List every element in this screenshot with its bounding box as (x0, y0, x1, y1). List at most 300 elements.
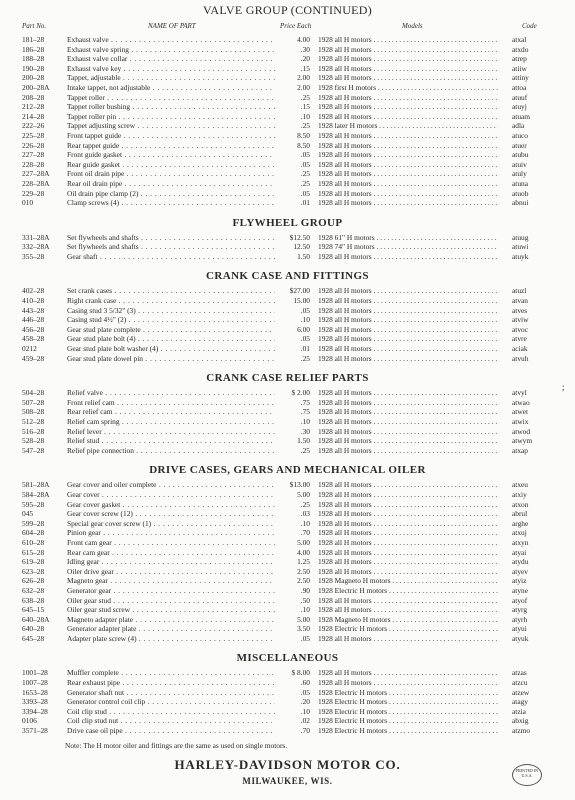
part-name: Tappet adjusting screw . . . (67, 121, 275, 131)
table-row (0, 325, 575, 335)
models: 1928 Electric H motors . . . (318, 688, 498, 698)
price: $ 2.00 (291, 388, 310, 398)
models: 1928 all H motors . . . (318, 480, 498, 490)
table-row (0, 189, 575, 199)
price: .10 (300, 605, 310, 615)
table-row (0, 538, 575, 548)
part-name: Front cam gear . . . (67, 538, 275, 548)
part-name: Oiler drive gear . . . (67, 567, 275, 577)
code-word: atvre (512, 334, 527, 344)
price: .20 (300, 697, 310, 707)
parts-table (0, 286, 575, 363)
code-word: atuwi (512, 242, 529, 252)
price: .90 (300, 585, 310, 595)
table-row (0, 296, 575, 306)
models: 1928 all H motors . . . (318, 678, 498, 688)
price: .30 (300, 44, 310, 54)
price: .02 (300, 716, 310, 726)
part-name: Coil clip stud nut . . . (67, 716, 275, 726)
part-name: Relief valve . . . (67, 388, 275, 398)
part-name: Muffler complete . . . (67, 668, 275, 678)
part-name: Rear oil drain pipe . . . (67, 179, 275, 189)
price: .10 (300, 111, 310, 121)
part-number: 640–28 (22, 624, 45, 634)
table-row (0, 398, 575, 408)
table-row (0, 334, 575, 344)
code-word: atyuk (512, 633, 529, 643)
parts-table (0, 668, 575, 735)
code-word: atvoc (512, 324, 529, 334)
table-row (0, 141, 575, 151)
part-number: 332–28A (22, 242, 50, 252)
part-name: Front relief cam . . . (67, 398, 275, 408)
code-word: atxyn (512, 537, 529, 547)
part-name: Oiler gear stud . . . (67, 596, 275, 606)
table-row (0, 596, 575, 606)
part-number: 181–28 (22, 35, 45, 44)
code-word: atagy (512, 697, 529, 707)
price: 5.00 (297, 537, 310, 547)
part-name: Adapter plate screw (4) . . . (67, 634, 275, 644)
models: 1928 all H motors . . . (318, 325, 498, 335)
price: .60 (300, 678, 310, 688)
table-row (0, 252, 575, 262)
price: 5.00 (297, 614, 310, 624)
header-price: Price Each (280, 22, 312, 30)
part-name: Relief cam spring . . . (67, 417, 275, 427)
part-number: 214–28 (22, 111, 45, 121)
price: 5.00 (297, 489, 310, 499)
code-word: atyne (512, 585, 529, 595)
part-name: Gear cover . . . (67, 490, 275, 500)
code-word: aciak (512, 344, 528, 354)
code-word: atuug (512, 232, 529, 242)
code-word: atuer (512, 140, 527, 150)
column-headers (0, 22, 575, 35)
price: .25 (300, 169, 310, 179)
price: .70 (300, 528, 310, 538)
part-name: Exhaust valve spring . . . (67, 45, 275, 55)
union-stamp: PRINTED IN U.S.A. (512, 764, 542, 786)
table-row (0, 726, 575, 736)
models: 1928 all H motors . . . (318, 102, 498, 112)
part-name: Gear cover gasket . . . (67, 500, 275, 510)
parts-table (0, 388, 575, 455)
price: 15.00 (293, 296, 310, 306)
section-heading: DRIVE CASES, GEARS AND MECHANICAL OILER (149, 464, 426, 477)
price: .05 (300, 159, 310, 169)
table-row (0, 64, 575, 74)
models: 1928 all H motors . . . (318, 45, 498, 55)
price: .10 (300, 518, 310, 528)
part-name: Gear shaft . . . (67, 252, 275, 262)
models: 1928 all H motors . . . (318, 54, 498, 64)
table-row (0, 678, 575, 688)
code-word: atrep (512, 54, 527, 64)
parts-sections (0, 35, 575, 736)
models: 1928 all H motors . . . (318, 398, 498, 408)
code-word: atyiz (512, 576, 527, 586)
code-word: atuyk (512, 251, 529, 261)
part-number: 190–28 (22, 63, 45, 73)
models: 1928 all H motors . . . (318, 189, 498, 199)
part-number: 228–28A (22, 178, 50, 188)
code-word: atwix (512, 417, 529, 426)
part-name: Tappet roller . . . (67, 93, 275, 103)
parts-table (0, 35, 575, 208)
code-word: atzew (512, 687, 530, 697)
part-name: Generator control coil clip . . . (67, 697, 275, 707)
part-name: Rear cam gear . . . (67, 548, 275, 558)
part-number: 581–28A (22, 480, 50, 490)
part-name: Front oil drain pipe . . . (67, 169, 275, 179)
models: 1928 all H motors . . . (318, 436, 498, 446)
part-number: 228–28 (22, 159, 45, 169)
price: .75 (300, 397, 310, 407)
part-name: Rear relief cam . . . (67, 407, 275, 417)
code-word: atvyl (512, 388, 527, 398)
price: .20 (300, 54, 310, 64)
models: 1928 all H motors . . . (318, 160, 498, 170)
code-word: abxig (512, 716, 529, 726)
code-word: abnui (512, 198, 529, 208)
price: .05 (300, 334, 310, 344)
table-row (0, 102, 575, 112)
part-name: Gear cover and oiler complete . . . (67, 480, 275, 490)
models: 1928 all H motors . . . (318, 315, 498, 325)
table-row (0, 112, 575, 122)
part-name: Exhaust valve key . . . (67, 64, 275, 74)
part-number: 604–28 (22, 528, 45, 538)
price: $27.00 (289, 286, 310, 296)
part-number: 584–28A (22, 489, 50, 499)
part-number: 3571–28 (22, 726, 48, 736)
models: 1928 all H motors . . . (318, 509, 498, 519)
section-heading: CRANK CASE AND FITTINGS (206, 270, 369, 283)
table-row (0, 407, 575, 417)
section-heading: MISCELLANEOUS (236, 652, 339, 665)
part-name: Relief stud . . . (67, 436, 275, 446)
table-row (0, 557, 575, 567)
code-word: atydu (512, 557, 529, 567)
part-name: Intake tappet, not adjustable . . . (67, 83, 275, 93)
part-name: Drive case oil pipe . . . (67, 726, 275, 736)
code-word: atzcu (512, 678, 528, 688)
part-name: Exhaust valve collar . . . (67, 54, 275, 64)
part-number: 331–28A (22, 232, 50, 242)
section-heading: CRANK CASE RELIEF PARTS (206, 372, 369, 385)
models: 1928 all H motors . . . (318, 668, 498, 678)
part-number: 3394–28 (22, 706, 48, 716)
models: 1928 all H motors . . . (318, 557, 498, 567)
part-number: 456–28 (22, 324, 45, 334)
part-name: Oiler gear stud screw . . . (67, 605, 275, 615)
price: $12.50 (289, 232, 310, 242)
part-name: Generator gear . . . (67, 586, 275, 596)
part-name: Idling gear . . . (67, 557, 275, 567)
part-name: Gear cover screw (12) . . . (67, 509, 275, 519)
price: 2.50 (297, 566, 310, 576)
part-name: Rear exhaust pipe . . . (67, 678, 275, 688)
part-number: 226–28 (22, 140, 45, 150)
models: 1928 Electric H motors . . . (318, 697, 498, 707)
models: 1928 all H motors . . . (318, 179, 498, 189)
table-row (0, 668, 575, 678)
code-word: atiiw (512, 63, 527, 73)
part-name: Set flywheels and shafts . . . (67, 242, 275, 252)
part-name: Oil drain pipe clamp (2) . . . (67, 189, 275, 199)
price: .25 (300, 353, 310, 363)
code-word: atwym (512, 436, 533, 446)
price: $ 8.00 (291, 668, 310, 678)
price: 2.50 (297, 576, 310, 586)
price: .15 (300, 63, 310, 73)
models: 1928 all H motors . . . (318, 198, 498, 208)
models: 1928 all H motors . . . (318, 93, 498, 103)
code-word: atuyj (512, 102, 527, 112)
models: 1928 all H motors . . . (318, 169, 498, 179)
part-name: Gear stud plate complete . . . (67, 325, 275, 335)
models: 1928 all H motors . . . (318, 344, 498, 354)
part-name: Tappet roller pin . . . (67, 112, 275, 122)
company-name: HARLEY-DAVIDSON MOTOR CO. (174, 757, 401, 772)
models: 1928 all H motors . . . (318, 35, 498, 45)
table-row (0, 716, 575, 726)
code-word: atyai (512, 547, 527, 557)
code-word: atwod (512, 426, 531, 436)
price: .05 (300, 305, 310, 315)
price: .70 (300, 726, 310, 736)
part-name: Gear stud plate bolt washer (4) . . . (67, 344, 275, 354)
part-number: 446–28 (22, 315, 45, 325)
code-word: atyrg (512, 605, 528, 615)
part-name: Generator adapter plate . . . (67, 624, 275, 634)
table-row (0, 490, 575, 500)
table-row (0, 93, 575, 103)
models: 1928 later H motors . . . (318, 121, 498, 131)
price: .75 (300, 407, 310, 417)
models: 1928 Electric H motors . . . (318, 624, 498, 634)
part-name: Set flywheels and shafts . . . (67, 233, 275, 243)
table-row (0, 634, 575, 644)
code-word: atuco (512, 130, 529, 140)
part-number: 1001–28 (22, 668, 48, 678)
part-number: 638–28 (22, 595, 45, 605)
table-row (0, 697, 575, 707)
code-word: adla (512, 121, 525, 131)
price: .25 (300, 499, 310, 509)
part-number: 458–28 (22, 334, 45, 344)
part-name: Generator shaft nut . . . (67, 688, 275, 698)
price: 6.00 (297, 324, 310, 334)
models: 1928 all H motors . . . (318, 64, 498, 74)
price: .25 (300, 445, 310, 455)
code-word: arghe (512, 518, 529, 528)
part-number: 626–28 (22, 576, 45, 586)
part-number: 512–28 (22, 417, 45, 426)
models: 1928 Magneto H motors . . . (318, 576, 498, 586)
code-word: atuna (512, 178, 529, 188)
part-name: Magneto adapter plate . . . (67, 615, 275, 625)
part-number: 632–28 (22, 585, 45, 595)
part-number: 595–28 (22, 499, 45, 509)
code-word: atwet (512, 407, 529, 417)
models: 1928 all H motors . . . (318, 417, 498, 427)
part-number: 402–28 (22, 286, 45, 296)
code-word: atxap (512, 445, 529, 455)
table-row (0, 567, 575, 577)
code-word: atyrh (512, 614, 528, 624)
price: 2.00 (297, 73, 310, 83)
part-number: 212–28 (22, 102, 45, 112)
table-row (0, 519, 575, 529)
part-number: 1007–28 (22, 678, 48, 688)
part-number: 010 (22, 198, 34, 208)
part-number: 225–28 (22, 130, 45, 140)
price: 12.50 (293, 242, 310, 252)
table-row (0, 576, 575, 586)
models: 1928 Electric H motors . . . (318, 586, 498, 596)
models: 1928 all H motors . . . (318, 73, 498, 83)
code-word: atxon (512, 499, 529, 509)
part-number: 619–28 (22, 557, 45, 567)
part-number: 208–28 (22, 92, 45, 102)
models: 1928 all H motors . . . (318, 528, 498, 538)
part-name: Rear tappet guide . . . (67, 141, 275, 151)
price: 1.50 (297, 251, 310, 261)
price: $13.00 (289, 480, 310, 490)
header-name: NAME OF PART (148, 22, 196, 30)
part-number: 188–28 (22, 54, 45, 64)
part-name: Set crank cases . . . (67, 286, 275, 296)
code-word: atuzl (512, 286, 527, 296)
models: 1928 all H motors . . . (318, 334, 498, 344)
part-name: Relief lever . . . (67, 427, 275, 437)
models: 1928 61" H motors . . . (318, 233, 498, 243)
part-number: 200–28 (22, 73, 45, 83)
table-row (0, 286, 575, 296)
code-word: atxeu (512, 480, 529, 490)
price: 4.00 (297, 547, 310, 557)
table-row (0, 83, 575, 93)
models: 1928 all H motors . . . (318, 388, 498, 398)
code-word: atxal (512, 35, 527, 44)
code-word: atves (512, 305, 528, 315)
part-number: 355–28 (22, 251, 45, 261)
part-number: 410–28 (22, 296, 45, 306)
models: 1928 first H motors . . . (318, 83, 498, 93)
code-word: atuly (512, 169, 527, 179)
oiler-note: Note: The H motor oiler and fittings are the same as used on single motors. (65, 740, 288, 750)
price: .10 (300, 315, 310, 325)
price: .15 (300, 102, 310, 112)
part-name: Gear stud plate dowel pin . . . (67, 354, 275, 364)
part-number: 507–28 (22, 397, 45, 407)
part-number: 459–28 (22, 353, 45, 363)
models: 1928 Electric H motors . . . (318, 716, 498, 726)
part-number: 3393–28 (22, 697, 48, 707)
header-part-no: Part No. (22, 22, 47, 30)
code-word: atxiy (512, 489, 527, 499)
part-number: 504–28 (22, 388, 45, 398)
code-word: atwao (512, 397, 530, 407)
price: .25 (300, 121, 310, 131)
part-name: Casing stud 4½" (2) . . . (67, 315, 275, 325)
models: 1928 all H motors . . . (318, 427, 498, 437)
part-name: Clamp screws (4) . . . (67, 198, 275, 208)
code-word: atviw (512, 315, 529, 325)
models: 1928 all H motors . . . (318, 500, 498, 510)
part-name: Gear stud plate bolt (4) . . . (67, 334, 275, 344)
models: 1928 all H motors . . . (318, 131, 498, 141)
code-word: atvuh (512, 353, 529, 363)
part-number: 1653–28 (22, 687, 48, 697)
section-heading: FLYWHEEL GROUP (232, 216, 343, 229)
table-row (0, 707, 575, 717)
table-row (0, 121, 575, 131)
part-number: 186–28 (22, 44, 45, 54)
table-row (0, 54, 575, 64)
models: 1928 all H motors . . . (318, 306, 498, 316)
models: 1928 Magneto H motors . . . (318, 615, 498, 625)
part-name: Casing stud 3 5/32" (3) . . . (67, 306, 275, 316)
price: .05 (300, 188, 310, 198)
models: 1928 74" H motors . . . (318, 242, 498, 252)
part-number: 615–28 (22, 547, 45, 557)
models: 1928 all H motors . . . (318, 252, 498, 262)
models: 1928 all H motors . . . (318, 548, 498, 558)
part-number: 599–28 (22, 518, 45, 528)
table-row (0, 169, 575, 179)
table-row (0, 427, 575, 437)
code-word: attoa (512, 82, 527, 92)
table-row (0, 35, 575, 45)
models: 1928 all H motors . . . (318, 141, 498, 151)
code-word: atxuj (512, 528, 527, 538)
models: 1928 all H motors . . . (318, 567, 498, 577)
price: .25 (300, 178, 310, 188)
table-row (0, 354, 575, 364)
table-row (0, 548, 575, 558)
part-number: 0212 (22, 344, 37, 354)
parts-table (0, 480, 575, 643)
models: 1928 all H motors . . . (318, 286, 498, 296)
code-word: attiny (512, 73, 529, 83)
part-name: Exhaust valve . . . (67, 35, 275, 45)
part-name: Pinion gear . . . (67, 528, 275, 538)
table-row (0, 586, 575, 596)
part-number: 229–28 (22, 188, 45, 198)
table-row (0, 150, 575, 160)
table-row (0, 344, 575, 354)
table-row (0, 179, 575, 189)
table-row (0, 198, 575, 208)
part-number: 227–28 (22, 150, 45, 160)
part-number: 645–15 (22, 605, 45, 615)
part-name: Front tappet guide . . . (67, 131, 275, 141)
part-number: 528–28 (22, 436, 45, 446)
table-row (0, 624, 575, 634)
part-name: Magneto gear . . . (67, 576, 275, 586)
part-name: Tappet, adjustable . . . (67, 73, 275, 83)
part-number: 200–28A (22, 82, 50, 92)
price: 3.50 (297, 624, 310, 634)
part-name: Coil clip stud . . . (67, 707, 275, 717)
code-word: atuam (512, 111, 531, 121)
code-word: atvan (512, 296, 529, 306)
table-row (0, 45, 575, 55)
models: 1928 Electric H motors . . . (318, 726, 498, 736)
